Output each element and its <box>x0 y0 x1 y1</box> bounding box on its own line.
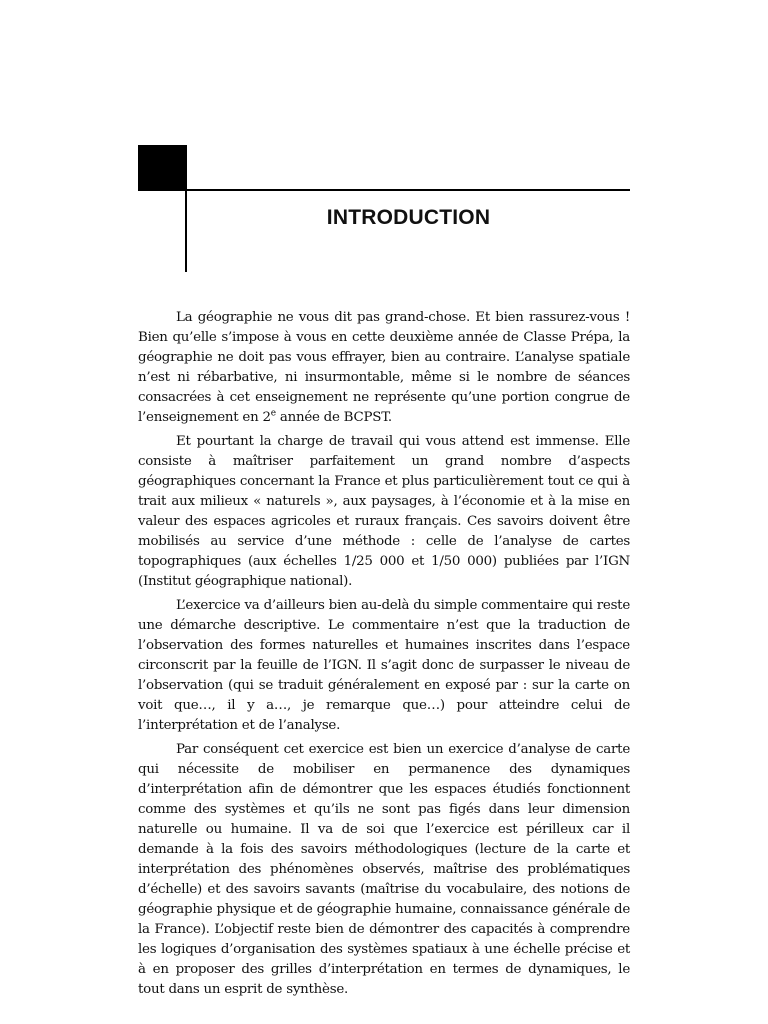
paragraph-3: L’exercice va d’ailleurs bien au-delà du simple commentaire qui reste une démarche descriptive. Le commentaire n’est que la traduction de l’observation des formes naturelles et humaines inscrites dans l’espace circonscrit par la feuille de l’IGN. Il s’agit donc de surpasser le niveau de l’observation (qui se traduit généralement en exposé par : sur la carte on voit que…, il y a…, je remarque que…) pour atteindre celui de l’interprétation et de l’analyse. <box>138 598 630 733</box>
ordinal-superscript: e <box>270 408 276 419</box>
paragraph-2: Et pourtant la charge de travail qui vous attend est immense. Elle consiste à maîtriser parfaitement un grand nombre d’aspects géographiques concernant la France et plus particulièrement tout ce qui à trait aux milieux « naturels », aux paysages, à l’économie et à la mise en valeur des espaces agricoles et ruraux français. Ces savoirs doivent être mobilisés au service d’une méthode : celle de l’analyse de cartes topographiques (aux échelles 1/25 000 et 1/50 000) publiées par l’IGN (Institut géographique national). <box>138 434 630 589</box>
chapter-vertical-rule <box>185 191 187 272</box>
body-text <box>138 308 630 1004</box>
paragraph-1 <box>138 308 630 428</box>
chapter-horizontal-rule <box>138 189 630 191</box>
paragraph-4: Par conséquent cet exercice est bien un exercice d’analyse de carte qui nécessite de mobiliser en permanence des dynamiques d’interprétation afin de démontrer que les espaces étudiés fonctionnent comme des systèmes et qu’ils ne sont pas figés dans leur dimension naturelle ou humaine. Il va de soi que l’exercice est périlleux car il demande à la fois des savoirs méthodologiques (lecture de la carte et interprétation des phénomènes observés, maîtrise des problématiques d’échelle) et des savoirs savants (maîtrise du vocabulaire, des notions de géographie physique et de géographie humaine, connaissance générale de la France). L’objectif reste bien de démontrer des capacités à comprendre les logiques d’organisation des systèmes spatiaux à une échelle précise et à en proposer des grilles d’interprétation en termes de dynamiques, le tout dans un esprit de synthèse. <box>138 742 630 997</box>
paragraph-1-text: La géographie ne vous dit pas grand-chose. Et bien rassurez-vous ! Bien qu’elle s’impose à vous en cette deuxième année de Classe Prépa, la géographie ne doit pas vous effrayer, bien au contraire. L’analyse spatiale n’est ni rébarbative, ni insurmontable, même si le nombre de séances consacrées à cet enseignement ne représente qu’une portion congrue de l’enseignement en 2 <box>138 310 630 425</box>
chapter-title: INTRODUCTION <box>326 206 491 229</box>
chapter-ornament-block <box>138 145 187 191</box>
paragraph-1-text-end: année de BCPST. <box>275 410 392 425</box>
